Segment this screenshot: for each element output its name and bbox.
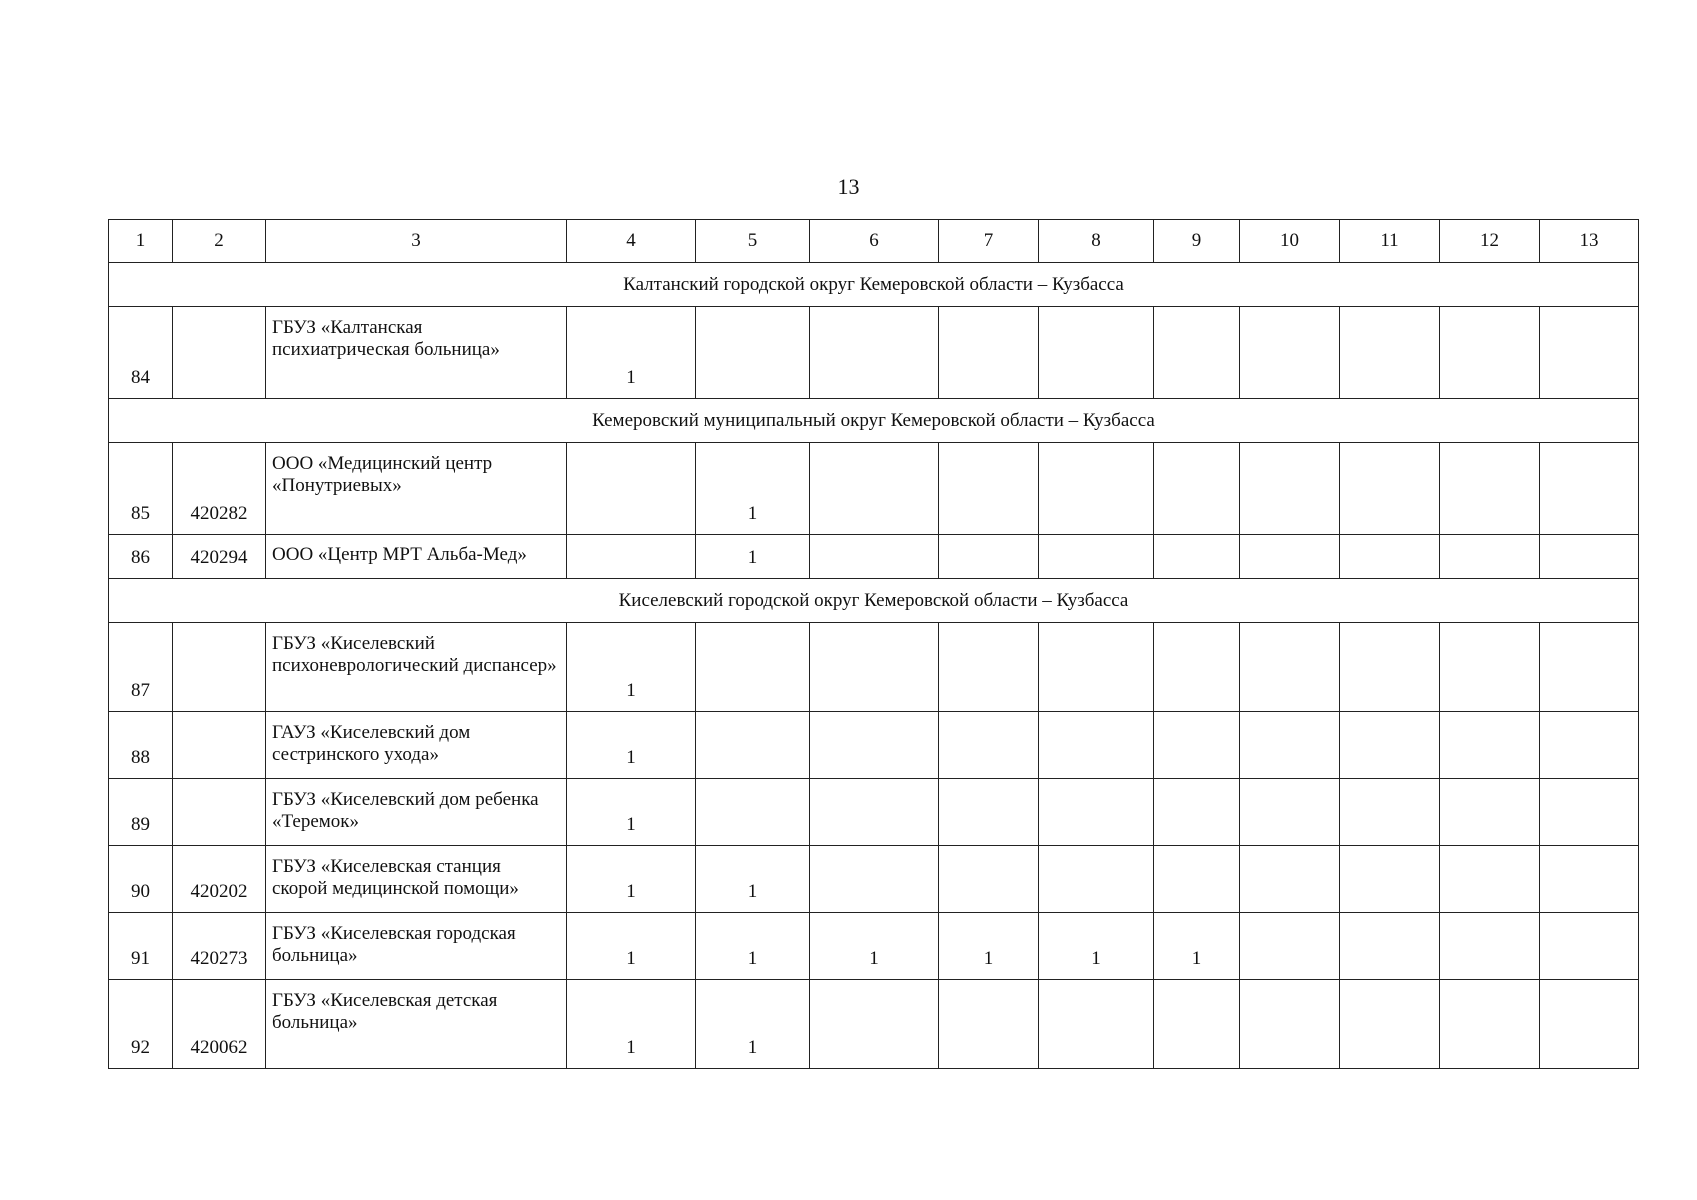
- value-cell: [1240, 712, 1340, 779]
- value-cell: [1240, 779, 1340, 846]
- org-name: ГБУЗ «Киселевский дом ребенка «Теремок»: [266, 779, 567, 846]
- value-cell: [1540, 307, 1639, 399]
- value-cell: [696, 779, 810, 846]
- value-cell: [1440, 307, 1540, 399]
- value-cell: [1240, 846, 1340, 913]
- value-cell: 1: [567, 307, 696, 399]
- org-name: ГБУЗ «Киселевский психоневрологический диспансер»: [266, 623, 567, 712]
- row-number: 86: [109, 535, 173, 579]
- value-cell: [810, 712, 939, 779]
- value-cell: [1154, 623, 1240, 712]
- row-number: 85: [109, 443, 173, 535]
- value-cell: [1440, 846, 1540, 913]
- org-name: ООО «Центр МРТ Альба-Мед»: [266, 535, 567, 579]
- value-cell: [1540, 779, 1639, 846]
- value-cell: [1154, 980, 1240, 1069]
- value-cell: [1440, 712, 1540, 779]
- value-cell: [1154, 712, 1240, 779]
- value-cell: [810, 443, 939, 535]
- registry-table: [108, 219, 1639, 1069]
- row-number: 84: [109, 307, 173, 399]
- value-cell: [939, 307, 1039, 399]
- value-cell: 1: [567, 623, 696, 712]
- value-cell: [1240, 623, 1340, 712]
- value-cell: [1340, 846, 1440, 913]
- value-cell: [1039, 712, 1154, 779]
- section-row: [109, 399, 1639, 443]
- value-cell: [1340, 443, 1440, 535]
- column-header: 7: [939, 220, 1039, 263]
- table-row: [109, 443, 1639, 535]
- section-title: Кемеровский муниципальный округ Кемеровской области – Кузбасса: [109, 399, 1639, 443]
- value-cell: 1: [1154, 913, 1240, 980]
- value-cell: [939, 779, 1039, 846]
- value-cell: [810, 779, 939, 846]
- value-cell: 1: [939, 913, 1039, 980]
- table-row: [109, 623, 1639, 712]
- column-header: 9: [1154, 220, 1240, 263]
- org-name: ГБУЗ «Киселевская станция скорой медицинской помощи»: [266, 846, 567, 913]
- row-number: 90: [109, 846, 173, 913]
- value-cell: [1540, 712, 1639, 779]
- value-cell: [696, 623, 810, 712]
- column-header: 2: [173, 220, 266, 263]
- row-number: 92: [109, 980, 173, 1069]
- org-code: 420273: [173, 913, 266, 980]
- table-row: [109, 779, 1639, 846]
- row-number: 91: [109, 913, 173, 980]
- value-cell: [810, 307, 939, 399]
- org-name: ООО «Медицинский центр «Понутриевых»: [266, 443, 567, 535]
- value-cell: [1240, 913, 1340, 980]
- value-cell: [1154, 779, 1240, 846]
- table-row: [109, 846, 1639, 913]
- section-row: [109, 263, 1639, 307]
- table-row: [109, 980, 1639, 1069]
- value-cell: [1540, 846, 1639, 913]
- table-row: [109, 913, 1639, 980]
- value-cell: [1039, 779, 1154, 846]
- value-cell: 1: [567, 980, 696, 1069]
- value-cell: [1440, 443, 1540, 535]
- org-code: [173, 712, 266, 779]
- section-row: [109, 579, 1639, 623]
- column-header: 3: [266, 220, 567, 263]
- value-cell: [810, 535, 939, 579]
- value-cell: [1039, 846, 1154, 913]
- value-cell: [1240, 307, 1340, 399]
- column-header: 10: [1240, 220, 1340, 263]
- page-number: 13: [837, 174, 860, 199]
- value-cell: [1440, 535, 1540, 579]
- column-header: 11: [1340, 220, 1440, 263]
- value-cell: [1039, 535, 1154, 579]
- org-code: 420294: [173, 535, 266, 579]
- value-cell: [696, 307, 810, 399]
- value-cell: [1340, 623, 1440, 712]
- value-cell: [810, 846, 939, 913]
- value-cell: 1: [567, 779, 696, 846]
- value-cell: 1: [696, 913, 810, 980]
- value-cell: 1: [810, 913, 939, 980]
- value-cell: 1: [696, 846, 810, 913]
- column-header: 13: [1540, 220, 1639, 263]
- header-row: [109, 220, 1639, 263]
- value-cell: [1240, 443, 1340, 535]
- value-cell: [1240, 535, 1340, 579]
- table-row: [109, 712, 1639, 779]
- value-cell: 1: [1039, 913, 1154, 980]
- column-header: 1: [109, 220, 173, 263]
- org-code: 420282: [173, 443, 266, 535]
- value-cell: [939, 980, 1039, 1069]
- section-title: Калтанский городской округ Кемеровской области – Кузбасса: [109, 263, 1639, 307]
- org-code: 420062: [173, 980, 266, 1069]
- value-cell: [939, 846, 1039, 913]
- value-cell: 1: [567, 913, 696, 980]
- org-name: ГБУЗ «Киселевская городская больница»: [266, 913, 567, 980]
- value-cell: [567, 443, 696, 535]
- row-number: 88: [109, 712, 173, 779]
- value-cell: [1039, 443, 1154, 535]
- org-code: [173, 307, 266, 399]
- value-cell: 1: [696, 535, 810, 579]
- value-cell: [1340, 535, 1440, 579]
- value-cell: [1440, 623, 1540, 712]
- value-cell: 1: [567, 712, 696, 779]
- table-row: [109, 307, 1639, 399]
- value-cell: [810, 980, 939, 1069]
- org-code: [173, 623, 266, 712]
- row-number: 89: [109, 779, 173, 846]
- value-cell: [1540, 443, 1639, 535]
- value-cell: [1340, 913, 1440, 980]
- org-code: [173, 779, 266, 846]
- column-header: 5: [696, 220, 810, 263]
- value-cell: [1440, 779, 1540, 846]
- value-cell: [1154, 535, 1240, 579]
- value-cell: [1340, 712, 1440, 779]
- value-cell: [1540, 535, 1639, 579]
- value-cell: [1440, 980, 1540, 1069]
- column-header: 6: [810, 220, 939, 263]
- value-cell: [1154, 846, 1240, 913]
- value-cell: 1: [567, 846, 696, 913]
- value-cell: [1540, 913, 1639, 980]
- value-cell: [1154, 307, 1240, 399]
- value-cell: [1154, 443, 1240, 535]
- value-cell: [810, 623, 939, 712]
- value-cell: [939, 623, 1039, 712]
- table-row: [109, 535, 1639, 579]
- column-header: 12: [1440, 220, 1540, 263]
- value-cell: [1340, 307, 1440, 399]
- value-cell: [1540, 980, 1639, 1069]
- value-cell: [1240, 980, 1340, 1069]
- value-cell: [1039, 307, 1154, 399]
- value-cell: [696, 712, 810, 779]
- column-header: 4: [567, 220, 696, 263]
- value-cell: [939, 535, 1039, 579]
- value-cell: [939, 712, 1039, 779]
- org-code: 420202: [173, 846, 266, 913]
- value-cell: [567, 535, 696, 579]
- value-cell: [1039, 623, 1154, 712]
- value-cell: [1039, 980, 1154, 1069]
- value-cell: [1340, 779, 1440, 846]
- column-header: 8: [1039, 220, 1154, 263]
- value-cell: [1340, 980, 1440, 1069]
- value-cell: [939, 443, 1039, 535]
- value-cell: 1: [696, 443, 810, 535]
- row-number: 87: [109, 623, 173, 712]
- value-cell: [1540, 623, 1639, 712]
- section-title: Киселевский городской округ Кемеровской области – Кузбасса: [109, 579, 1639, 623]
- org-name: ГАУЗ «Киселевский дом сестринского ухода»: [266, 712, 567, 779]
- value-cell: [1440, 913, 1540, 980]
- org-name: ГБУЗ «Калтанская психиатрическая больница»: [266, 307, 567, 399]
- value-cell: 1: [696, 980, 810, 1069]
- org-name: ГБУЗ «Киселевская детская больница»: [266, 980, 567, 1069]
